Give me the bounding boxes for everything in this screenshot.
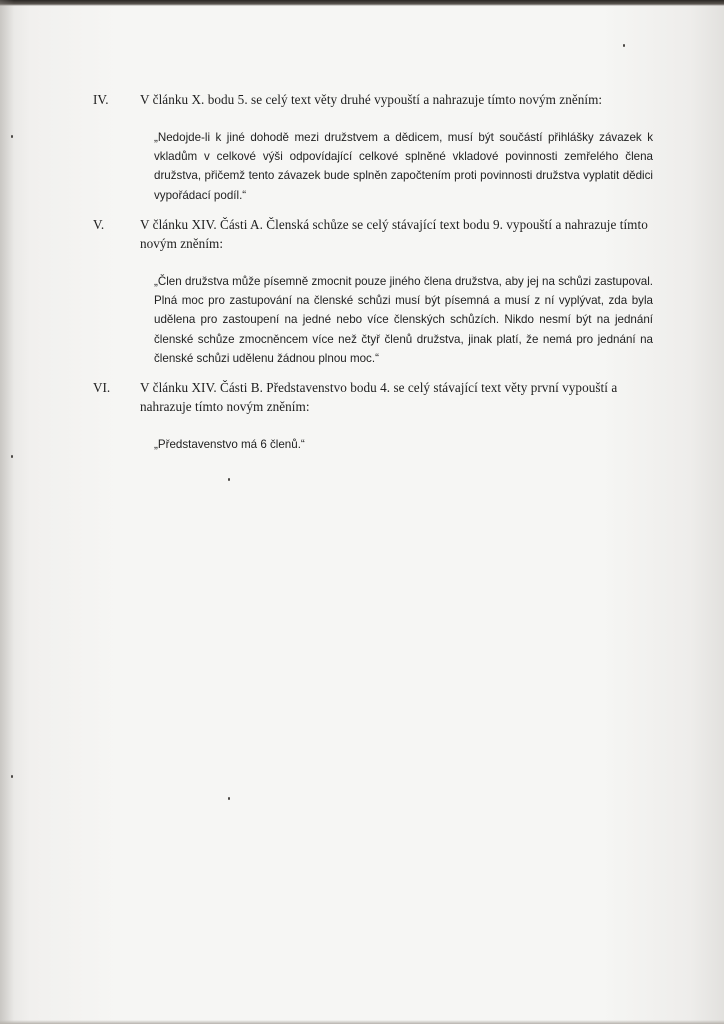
section-quote: „Člen družstva může písemně zmocnit pouze jiného člena družstva, aby jej na schůzi zastupoval. Plná moc pro zastupování na členské schůzi musí být písemná a musí z ní vyplývat, zda byla udělena pro zastoupení na jedné nebo více členských schůzích. Nikdo nesmí být na jednání členské schůze zmocněncem více než čtyř členů družstva, jinak platí, že nemá pro jednání na členské schůzi udělenu žádnou plnou moc.“ — [154, 275, 653, 365]
scan-speck — [228, 797, 230, 800]
scan-bottom-edge — [0, 1020, 724, 1024]
section-intro: V článku XIV. Části B. Představenstvo bodu 4. se celý stávající text věty první vypouští a nahrazuje tímto novým zněním: — [140, 380, 618, 414]
section-quote: „Nedojde-li k jiné dohodě mezi družstvem a dědicem, musí být součástí přihlášky závazek k vkladům v celkové výši odpovídající celkové splněné vkladové povinnosti zemřelého člena družstva, přičemž tento závazek bude splněn započtením proti povinnosti družstva vyplatit dědici vypořádací podíl.“ — [154, 131, 653, 202]
scan-speck — [11, 775, 13, 778]
section-number: IV. — [93, 92, 109, 107]
scan-top-edge — [0, 0, 724, 6]
scan-left-shadow — [0, 0, 14, 1024]
section-intro: V článku X. bodu 5. se celý text věty druhé vypouští a nahrazuje tímto novým zněním: — [140, 92, 603, 107]
scan-speck — [11, 455, 13, 458]
section-number: V. — [93, 217, 105, 232]
scan-speck — [11, 135, 13, 138]
section-intro: V článku XIV. Části A. Členská schůze se celý stávající text bodu 9. vypouští a nahrazuje tímto novým zněním: — [140, 217, 648, 251]
section-quote: „Představenstvo má 6 členů.“ — [154, 438, 305, 451]
scan-speck — [623, 44, 625, 47]
scan-speck — [228, 478, 230, 481]
section-number: VI. — [93, 380, 111, 395]
